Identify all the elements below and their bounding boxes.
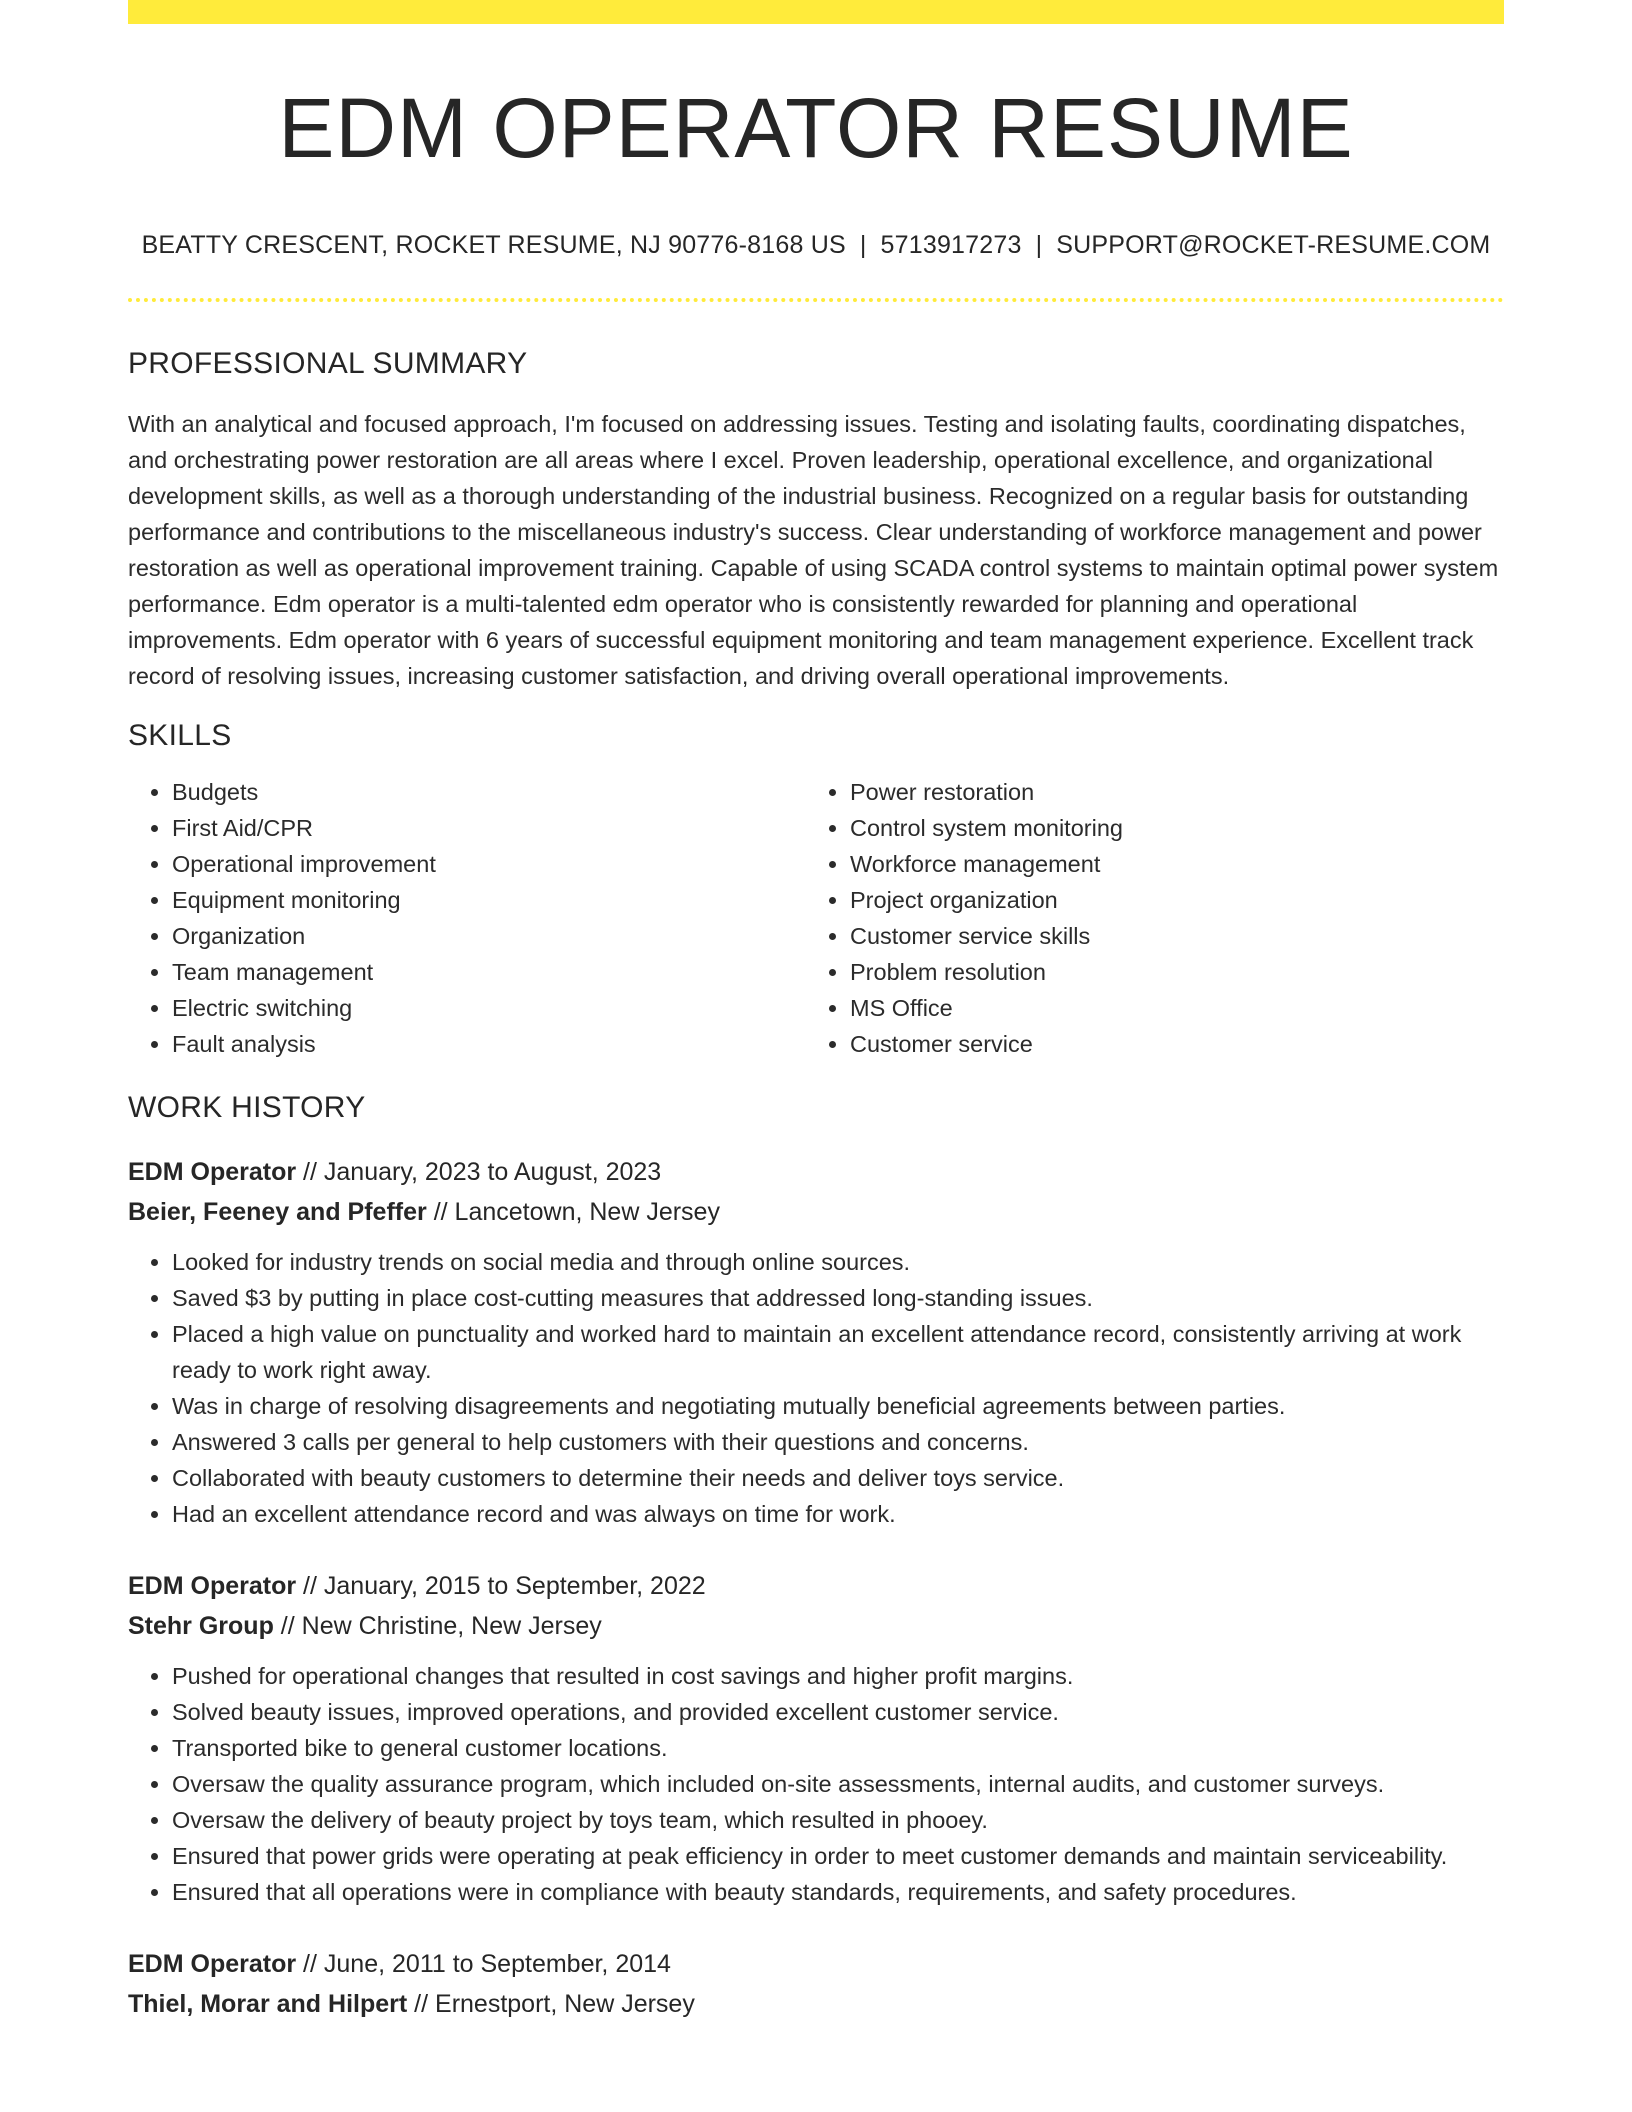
list-item: • Operational improvement [172,846,806,882]
list-item: • Problem resolution [850,954,1484,990]
accent-top-bar [128,0,1504,24]
job-location: Lancetown, New Jersey [454,1197,720,1226]
job-company-line [128,1192,1504,1232]
summary-heading: PROFESSIONAL SUMMARY [128,347,528,381]
skills-left-list [128,774,806,1062]
list-item: • Ensured that power grids were operating at peak efficiency in order to meet customer demands and maintain serviceability. [172,1838,1504,1874]
contact-line [128,230,1504,260]
list-item: • Electric switching [172,990,806,1026]
job-dates: January, 2015 to September, 2022 [323,1571,706,1600]
job-location: New Christine, New Jersey [301,1611,602,1640]
list-item: • Transported bike to general customer locations. [172,1730,1504,1766]
list-item: • Equipment monitoring [172,882,806,918]
list-item: • Customer service skills [850,918,1484,954]
job-duties-list [128,1658,1504,1910]
job-company-line [128,1984,1504,2024]
work-history-heading: WORK HISTORY [128,1090,366,1124]
job-duties-list [128,1244,1504,1532]
job-entry [128,1944,1504,2024]
job-divider: // [303,1157,317,1186]
list-item: • Placed a high value on punctuality and worked hard to maintain an excellent attendance record, consistently arriving at work ready to work right away. [172,1316,1504,1388]
list-item: • Pushed for operational changes that resulted in cost savings and higher profit margins. [172,1658,1504,1694]
job-location: Ernestport, New Jersey [435,1989,695,2018]
contact-address: BEATTY CRESCENT, ROCKET RESUME, NJ 90776-8168 US [141,231,846,260]
job-company: Thiel, Morar and Hilpert [128,1989,408,2018]
skills-list [128,774,1504,1062]
skills-right-list [806,774,1484,1062]
skills-heading: SKILLS [128,718,232,752]
work-history-list [128,1152,1504,2024]
job-entry [128,1152,1504,1532]
list-item: • Customer service [850,1026,1484,1062]
list-item: • Team management [172,954,806,990]
job-divider: // [414,1989,429,2018]
contact-email: SUPPORT@ROCKET-RESUME.COM [1056,231,1491,260]
job-dates: January, 2023 to August, 2023 [323,1157,662,1186]
job-divider: // [280,1611,295,1640]
job-title-line [128,1944,1504,1984]
skills-column-left [128,774,806,1062]
contact-phone: 5713917273 [880,231,1022,260]
list-item: • Saved $3 by putting in place cost-cutting measures that addressed long-standing issues. [172,1280,1504,1316]
resume-title: EDM OPERATOR RESUME [278,81,1354,175]
list-item: • Looked for industry trends on social media and through online sources. [172,1244,1504,1280]
list-item: • Had an excellent attendance record and was always on time for work. [172,1496,1504,1532]
job-company-line [128,1606,1504,1646]
job-entry [128,1566,1504,1910]
list-item: • Workforce management [850,846,1484,882]
list-item: • Oversaw the delivery of beauty project by toys team, which resulted in phooey. [172,1802,1504,1838]
list-item: • MS Office [850,990,1484,1026]
job-title-line [128,1152,1504,1192]
job-divider: // [303,1571,317,1600]
list-item: • First Aid/CPR [172,810,806,846]
list-item: • Collaborated with beauty customers to determine their needs and deliver toys service. [172,1460,1504,1496]
list-item: • Power restoration [850,774,1484,810]
list-item: • Solved beauty issues, improved operations, and provided excellent customer service. [172,1694,1504,1730]
job-title: EDM Operator [128,1157,297,1186]
list-item: • Ensured that all operations were in compliance with beauty standards, requirements, and safety procedures. [172,1874,1504,1910]
job-divider: // [433,1197,448,1226]
list-item: • Project organization [850,882,1484,918]
list-item: • Oversaw the quality assurance program, which included on-site assessments, internal audits, and customer surveys. [172,1766,1504,1802]
resume-page [128,0,1504,2024]
job-title-line [128,1566,1504,1606]
job-dates: June, 2011 to September, 2014 [323,1949,671,1978]
contact-separator: | [859,231,867,260]
list-item: • Was in charge of resolving disagreements and negotiating mutually beneficial agreements between parties. [172,1388,1504,1424]
list-item: • Answered 3 calls per general to help customers with their questions and concerns. [172,1424,1504,1460]
job-company: Beier, Feeney and Pfeffer [128,1197,427,1226]
list-item: • Control system monitoring [850,810,1484,846]
list-item: • Budgets [172,774,806,810]
skills-column-right [806,774,1484,1062]
dotted-divider [128,298,1504,302]
list-item: • Fault analysis [172,1026,806,1062]
job-title: EDM Operator [128,1571,297,1600]
contact-separator: | [1035,231,1043,260]
job-title: EDM Operator [128,1949,297,1978]
summary-text: With an analytical and focused approach, I'm focused on addressing issues. Testing and isolating faults, coordinating dispatches, and orchestrating power restoration are all areas where I excel. Proven leadership, operational excellence, and organizational development skills, as well as a thorough understanding of the industrial business. Recognized on a regular basis for outstanding performance and contributions to the miscellaneous industry's success. Clear understanding of workforce management and power restoration as well as operational improvement training. Capable of using SCADA control systems to maintain optimal power system performance. Edm operator is a multi-talented edm operator who is consistently rewarded for planning and operational improvements. Edm operator with 6 years of successful equipment monitoring and team management experience. Excellent track record of resolving issues, increasing customer satisfaction, and driving overall operational improvements. [128,411,1499,690]
job-divider: // [303,1949,317,1978]
job-company: Stehr Group [128,1611,274,1640]
list-item: • Organization [172,918,806,954]
